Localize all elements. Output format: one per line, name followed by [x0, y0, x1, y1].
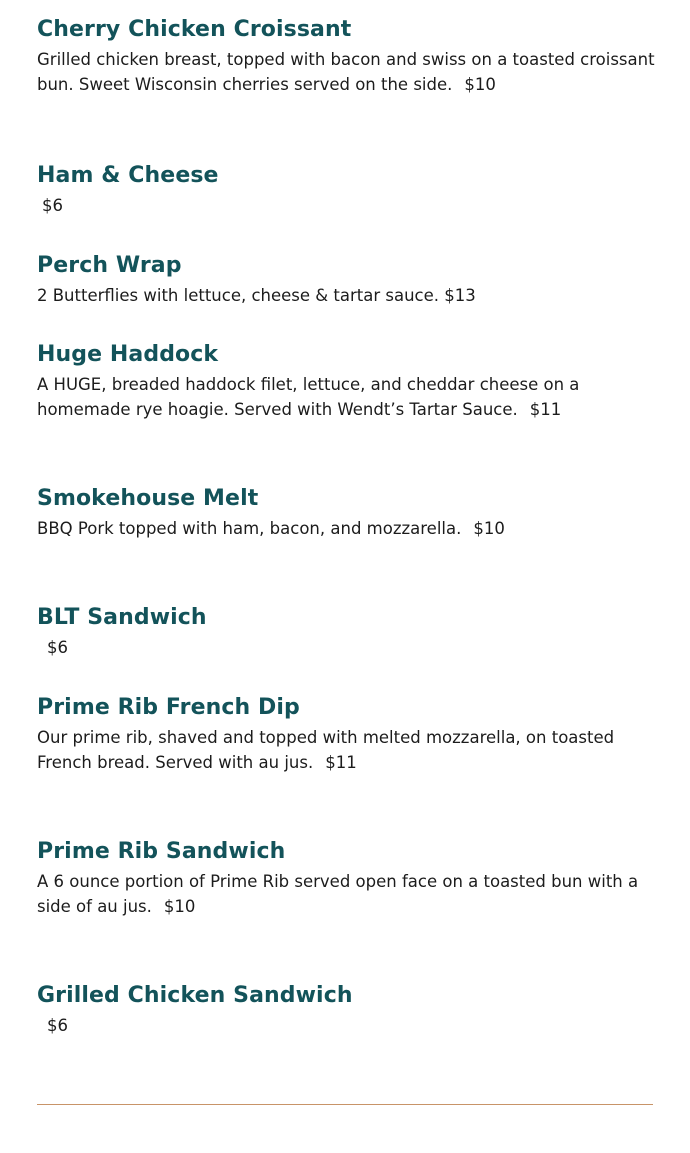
menu-item-smokehouse-melt: [37, 483, 655, 602]
item-price: $10: [464, 75, 496, 94]
item-description: [37, 283, 655, 308]
item-description-text: A 6 ounce portion of Prime Rib served open face on a toasted bun with a side of au jus.: [37, 872, 639, 916]
item-name: Cherry Chicken Croissant: [37, 17, 352, 42]
item-name: Smokehouse Melt: [37, 486, 259, 511]
item-name: Ham & Cheese: [37, 163, 219, 188]
menu-list: [37, 14, 655, 1040]
menu-item-prime-rib-sandwich: [37, 836, 655, 980]
item-price: $11: [325, 753, 357, 772]
item-description-text: BBQ Pork topped with ham, bacon, and mozzarella.: [37, 519, 462, 538]
item-description: [37, 47, 655, 97]
menu-item-ham-cheese: [37, 160, 655, 250]
item-price: $13: [444, 286, 476, 305]
item-description: [37, 869, 655, 919]
menu-item-perch-wrap: [37, 250, 655, 339]
item-price: $6: [47, 1016, 68, 1035]
item-name: Prime Rib French Dip: [37, 695, 300, 720]
item-price-line: [37, 1013, 655, 1038]
menu-item-huge-haddock: [37, 339, 655, 483]
item-price: $6: [42, 196, 63, 215]
item-name: Prime Rib Sandwich: [37, 839, 286, 864]
item-price: $10: [163, 897, 196, 916]
menu-item-grilled-chicken-sandwich: [37, 980, 655, 1040]
section-divider: [37, 1104, 653, 1105]
item-name: Grilled Chicken Sandwich: [37, 983, 353, 1008]
menu-item-blt-sandwich: [37, 602, 655, 692]
item-description-text: Our prime rib, shaved and topped with melted mozzarella, on toasted French bread. Served with au jus.: [37, 728, 615, 772]
item-description: [37, 372, 655, 422]
item-name: Huge Haddock: [37, 342, 219, 367]
item-price-line: [37, 193, 655, 218]
item-description: [37, 725, 655, 775]
item-description-text: 2 Butterflies with lettuce, cheese & tartar sauce.: [37, 286, 440, 305]
item-name: Perch Wrap: [37, 253, 182, 278]
item-price: $6: [47, 638, 68, 657]
menu-item-prime-rib-french-dip: [37, 692, 655, 836]
item-description-text: Grilled chicken breast, topped with bacon and swiss on a toasted croissant bun. Sweet Wisconsin cherries served on the side.: [37, 50, 655, 94]
menu-item-cherry-chicken-croissant: [37, 14, 655, 160]
item-price-line: [37, 635, 655, 660]
item-description: [37, 516, 655, 541]
item-name: BLT Sandwich: [37, 605, 207, 630]
item-price: $11: [529, 400, 562, 419]
item-description-text: A HUGE, breaded haddock filet, lettuce, and cheddar cheese on a homemade rye hoagie. Served with Wendt’s Tartar Sauce.: [37, 375, 580, 419]
item-price: $10: [473, 519, 505, 538]
